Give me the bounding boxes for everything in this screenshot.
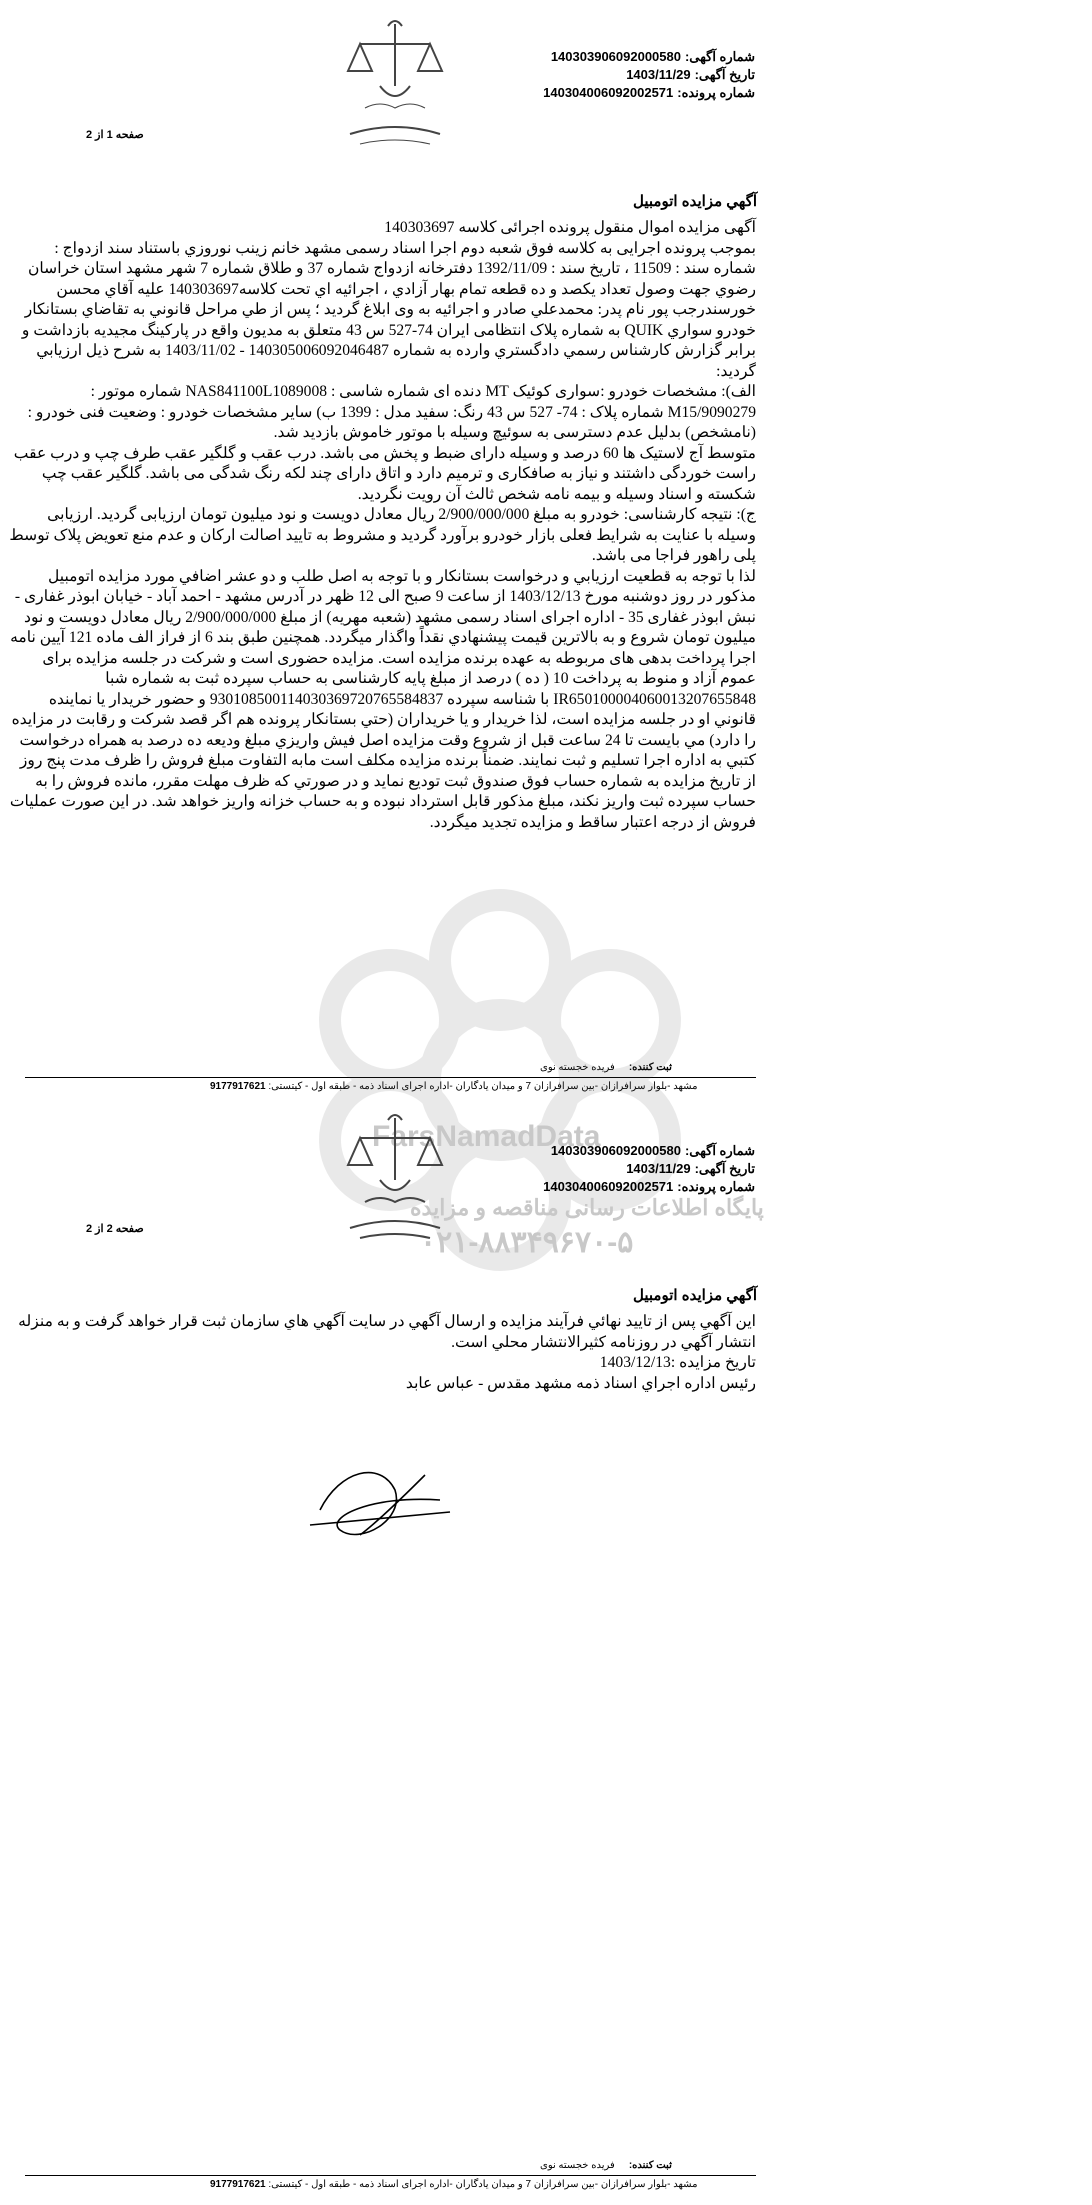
signatory-line: رئيس اداره اجراي اسناد ذمه مشهد مقدس - عباس عابد: [405, 1374, 756, 1392]
signature-icon: [300, 1450, 470, 1560]
judiciary-logo-icon: [320, 1110, 470, 1250]
ad-date: 1403/11/29: [626, 1161, 691, 1176]
footer-address: [210, 2179, 697, 2190]
notice-paragraph: بموجب پرونده اجرایی به کلاسه فوق شعبه دوم اجرا اسناد رسمی مشهد خانم زینب نوروزي باستناد سند ازدواج : شماره سند : 11509 ، تاريخ سند : 1392/11/09 دفترخانه ازدواج شماره 37 و طلاق شماره 7 شهر مشهد استان خراسان رضوي جهت وصول تعداد يكصد و ده قطعه تمام بهار آزادي ، اجرائيه اي تحت كلاسه140303697 عليه آقاي محسن خورسندرجب پور نام پدر: محمدعلي صادر و اجرائيه به وی ابلاغ گردید ؛ پس از طي مراحل قانوني به تقاضاي بستانكار خودرو سواري QUIK به شماره پلاک انتظامی ایران 74-527 س 43 متعلق به مديون واقع در پاركينگ مجيديه بازداشت و برابر گزارش كارشناس رسمي دادگستري وارده به شماره 140305006092046487 - 1403/11/02 به شرح ذيل ارزيابي گرديد:: [21, 239, 756, 380]
phone-number: 9177917621: [210, 2179, 266, 2190]
document-page-2: [0, 1110, 1092, 2205]
ad-date: 1403/11/29: [626, 67, 691, 82]
notice-body: [8, 1312, 756, 1394]
page-title: آگهي مزايده اتومبيل: [633, 193, 757, 210]
auction-date: تاريخ مزايده :1403/12/13: [599, 1354, 756, 1371]
watermark-line: پایگاه اطلاعات رسانی مناقصه و مزایده: [410, 1195, 764, 1220]
phone-number: 9177917621: [210, 1081, 266, 1092]
file-number: 140304006092002571: [543, 1179, 674, 1194]
registrar-name: فریده خجسته نوی: [540, 1062, 615, 1073]
registrar-line: [540, 2160, 672, 2171]
notice-paragraph: لذا با توجه به قطعيت ارزيابي و درخواست بستانكار و با توجه به اصل طلب و دو عشر اضافي مورد مزايده اتومبيل مذكور در روز دوشنبه مورخ 1403/12/13 از ساعت 9 صبح الی 12 ظهر در آدرس مشهد - احمد آباد - خیابان ابوذر غفاری - نبش ابوذر غفاری 35 - اداره اجرای اسناد رسمی مشهد (شعبه مهریه) از مبلغ 2/900/000/000 ريال معادل دويست و نود ميليون تومان شروع و به بالاترين قيمت پيشنهادي نقداً واگذار ميگردد. همچنين طبق بند 6 از فراز الف ماده 121 آیین نامه اجرا پرداخت بدهی های مربوطه به عهده برنده مزایده است. مزایده حضوری است و شرکت در جلسه مزایده برای عموم آزاد و منوط به پرداخت 10 ( ده ) درصد از مبلغ پایه کارشناسی به حساب سپرده ثبت به شماره شبا IR650100004060013207655848 با شناسه سپرده 930108500114030369720765584837 و حضور خريدار يا نماينده قانوني او در جلسه مزايده است، لذا خريدار و يا خريداران (حتي بستانكار پرونده هم اگر قصد شركت و رقابت در مزايده را دارد) مي بايست تا 24 ساعت قبل از شروع وقت مزايده اصل فيش واريزي مبلغ وديعه ده درصد به همراه درخواست كتبي به اداره اجرا تسليم و ثبت نمايند. ضمناً برنده مزايده مكلف است مابه التفاوت مبلغ فروش را ظرف مدت پنج روز از تاريخ مزايده به شماره حساب فوق صندوق ثبت توديع نمايد و در صورتي كه ظرف مهلت مقرر، مانده فروش را به حساب سپرده ثبت واريز نكند، مبلغ مذكور قابل استرداد نبوده و به حساب خزانه واريز خواهد شد. در اين صورت عمليات فروش از درجه اعتبار ساقط و مزايده تجديد ميگردد.: [9, 567, 756, 831]
file-number-label: شماره پرونده:: [677, 1179, 755, 1194]
file-number-label: شماره پرونده:: [677, 85, 755, 100]
registrar-label: ثبت کننده:: [628, 2160, 672, 2171]
ad-meta: [525, 1142, 755, 1196]
notice-paragraph: ج): نتیجه کارشناسی: خودرو به مبلغ 2/900/000/000 ریال معادل دویست و نود میلیون تومان ارزیابی گردید. ارزیابی وسیله با عنایت به شرایط فعلی بازار خودرو برآورد گردید و مشروط به تایید اصالت ارکان و عدم منع تعویض پلاک توسط پلی راهور فراجا می باشد.: [9, 506, 756, 564]
page-number: صفحه 2 از 2: [86, 1223, 144, 1235]
footer-divider: [25, 2175, 756, 2176]
ad-number-label: شماره آگهی:: [684, 1143, 755, 1158]
address-text: مشهد -بلوار سرافرازان -بین سرافرازان 7 و میدان یادگاران -اداره اجرای اسناد ذمه - طبقه اول - کیتستی:: [268, 1081, 698, 1092]
notice-paragraph: متوسط آج لاستیک ها 60 درصد و وسیله دارای ضبط و پخش می باشد. درب عقب و گلگیر عقب طرف چپ و درب عقب راست خوردگی داشتند و نیاز به صافکاری و ترمیم دارد و اتاق دارای چند لکه رنگ شدگی می باشد. گلگیر عقب چپ شکسته و اسناد وسیله و بیمه نامه شخص ثالث آن رویت نگردید.: [13, 444, 756, 503]
file-number: 140304006092002571: [543, 85, 674, 100]
ad-number: 140303906092000580: [550, 49, 681, 64]
registrar-name: فریده خجسته نوی: [540, 2160, 615, 2171]
page-title: آگهي مزايده اتومبيل: [633, 1287, 757, 1304]
address-text: مشهد -بلوار سرافرازان -بین سرافرازان 7 و میدان یادگاران -اداره اجرای اسناد ذمه - طبقه اول - کیتستی:: [268, 2179, 698, 2190]
ad-date-label: تاریخ آگهی:: [694, 1161, 755, 1176]
watermark-brand: FarsNamadData: [372, 1120, 601, 1153]
page-number: صفحه 1 از 2: [86, 129, 144, 141]
watermark-phone: ۰۲۱-۸۸۳۴۹۶۷۰-۵: [420, 1226, 634, 1259]
notice-paragraph: الف): مشخصات خودرو :سواری کوئیک MT دنده ای شماره شاسی : NAS841100L1089008 شماره موتور : M15/9090279 شماره پلاک : 74- 527 س 43 رنگ: سفید مدل : 1399 ب) سایر مشخصات خودرو : وضعیت فنی خودرو : (نامشخص) بدلیل عدم دسترسی به سوئیچ وسیله با موتور خاموش بازدید شد.: [27, 383, 756, 441]
ad-date-label: تاریخ آگهی:: [694, 67, 755, 82]
notice-paragraph: آگهی مزایده اموال منقول پرونده اجرائی کلاسه 140303697: [384, 219, 756, 236]
ad-number: 140303906092000580: [550, 1143, 681, 1158]
judiciary-logo-icon: [320, 16, 470, 156]
ad-meta: [525, 48, 755, 102]
notice-body: [8, 218, 756, 833]
ad-number-label: شماره آگهی:: [684, 49, 755, 64]
notice-paragraph: اين آگهي پس از تاييد نهائي فرآيند مزايده و ارسال آگهي در سايت آگهي هاي سازمان ثبت قرار خواهد گرفت و به منزله انتشار آگهي در روزنامه كثيرالانتشار محلي است.: [18, 1313, 756, 1351]
registrar-label: ثبت کننده:: [628, 1062, 672, 1073]
